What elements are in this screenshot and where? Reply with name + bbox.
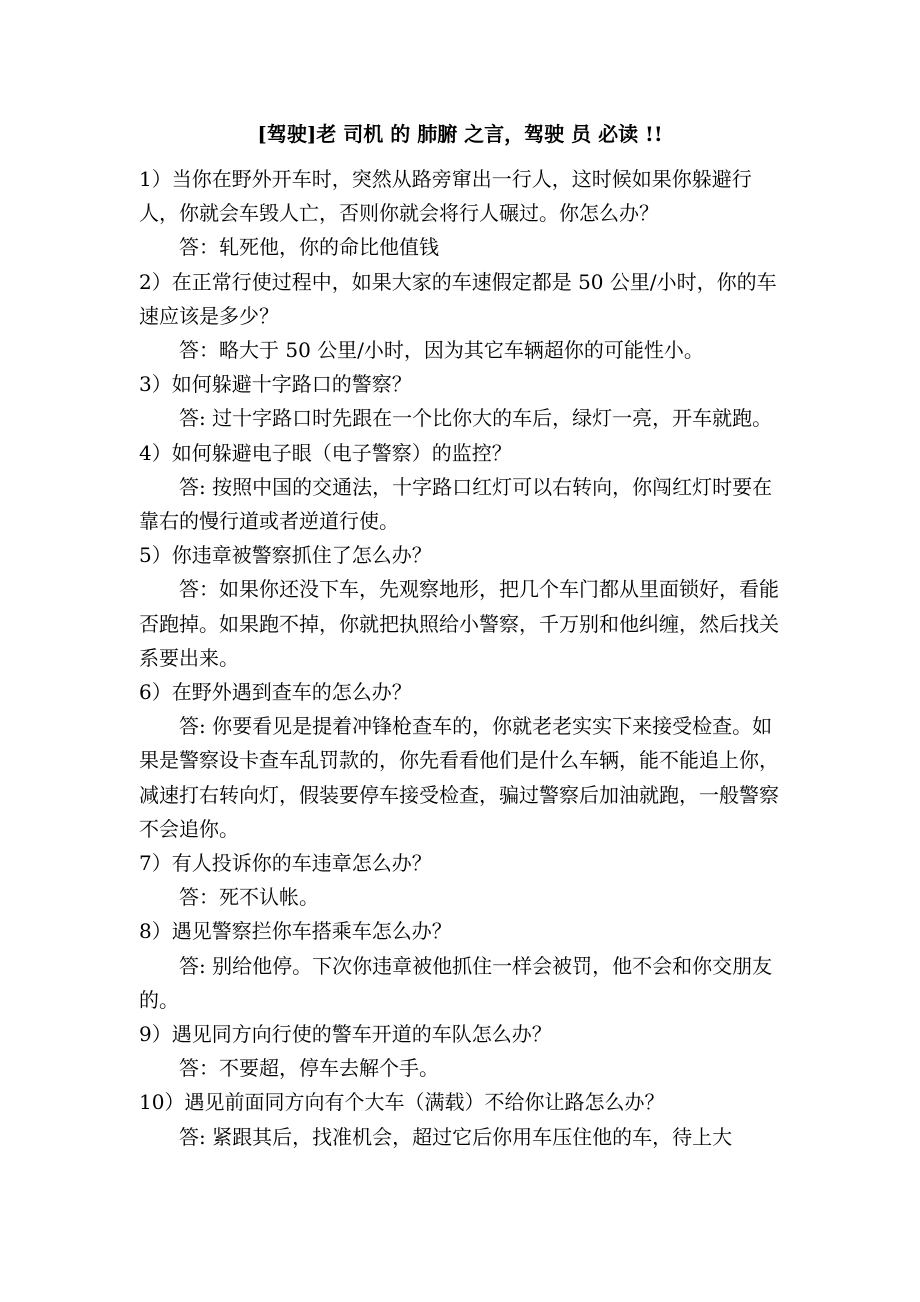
- answer-text: 答: 你要看见是提着冲锋枪查车的，你就老老实实下来接受检查。如果是警察设卡查车乱罚款的，你先看看他们是什么车辆，能不能追上你，减速打右转向灯，假装要停车接受检查，骗过警察后加油就跑，一般警察不会追你。: [139, 714, 779, 841]
- qa-item: [139, 162, 781, 265]
- answer-text: 答：轧死他，你的命比他值钱: [179, 235, 439, 260]
- qa-item: [139, 1017, 781, 1085]
- question-text: 8）遇见警察拦你车搭乘车怎么办？: [139, 919, 452, 944]
- qa-item: [139, 914, 781, 1017]
- qa-item: [139, 436, 781, 539]
- qa-item: [139, 367, 781, 435]
- qa-item: [139, 265, 781, 368]
- question-text: 3）如何躲避十字路口的警察？: [139, 372, 412, 397]
- answer-text: 答：略大于 50 公里/小时，因为其它车辆超你的可能性小。: [179, 338, 704, 363]
- question-text: 6）在野外遇到查车的怎么办？: [139, 680, 412, 705]
- question-text: 2）在正常行使过程中，如果大家的车速假定都是 50 公里/小时，你的车速应该是多少？: [139, 269, 777, 328]
- question-text: 1）当你在野外开车时，突然从路旁窜出一行人，这时候如果你躲避行人，你就会车毁人亡，否则你就会将行人碾过。你怎么办？: [139, 167, 752, 226]
- qa-item: [139, 1085, 781, 1153]
- question-text: 7）有人投诉你的车违章怎么办？: [139, 851, 432, 876]
- qa-item: [139, 538, 781, 675]
- answer-text: 答：如果你还没下车，先观察地形，把几个车门都从里面锁好，看能否跑掉。如果跑不掉，你就把执照给小警察，千万别和他纠缠，然后找关系要出来。: [139, 577, 779, 670]
- qa-item: [139, 675, 781, 846]
- qa-item: [139, 846, 781, 914]
- answer-text: 答: 紧跟其后，找准机会，超过它后你用车压住他的车，待上大: [179, 1124, 733, 1149]
- document-title: [驾驶]老 司机 的 肺腑 之言，驾驶 员 必读 !!: [257, 122, 663, 146]
- answer-text: 答：不要超，停车去解个手。: [179, 1056, 439, 1081]
- answer-text: 答: 别给他停。下次你违章被他抓住一样会被罚，他不会和你交朋友的。: [139, 953, 773, 1012]
- answer-text: 答：死不认帐。: [179, 885, 319, 910]
- answer-text: 答: 过十字路口时先跟在一个比你大的车后，绿灯一亮，开车就跑。: [179, 406, 773, 431]
- question-text: 9）遇见同方向行使的警车开道的车队怎么办？: [139, 1022, 552, 1047]
- question-text: 10）遇见前面同方向有个大车（满载）不给你让路怎么办？: [139, 1090, 665, 1115]
- question-text: 4）如何躲避电子眼（电子警察）的监控？: [139, 440, 512, 465]
- question-text: 5）你违章被警察抓住了怎么办？: [139, 543, 432, 568]
- answer-text: 答: 按照中国的交通法，十字路口红灯可以右转向，你闯红灯时要在靠右的慢行道或者逆道行使。: [139, 474, 773, 534]
- document-body: [139, 162, 781, 1154]
